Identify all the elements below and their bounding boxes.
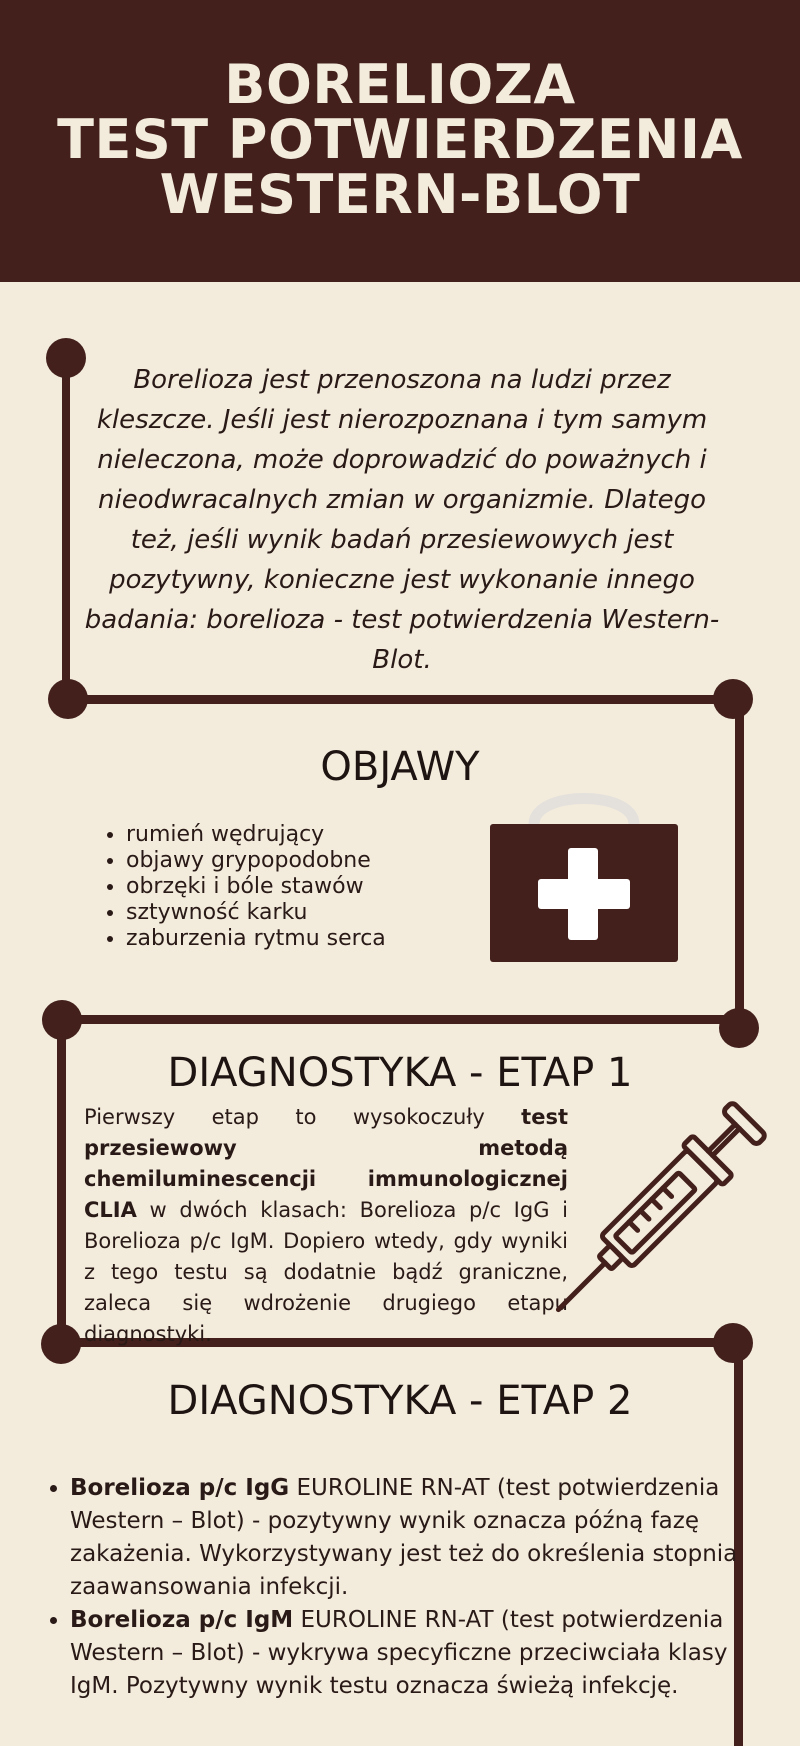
etap2-item-bold: Borelioza p/c IgM (70, 1607, 294, 1633)
list-item: • rumień wędrujący (126, 822, 386, 848)
etap2-item-text: EUROLINE RN-AT (test potwierdzenia Western – Blot) - wykrywa specyficzne przeciwciała klasy IgM. Pozytywny wynik testu oznacza świeżą infekcję. (70, 1607, 728, 1699)
syringe-icon (550, 1092, 770, 1318)
connector-dot (713, 1323, 753, 1363)
etap2-item-text: EUROLINE RN-AT (test potwierdzenia Western – Blot) - pozytywny wynik oznacza późną fazę zakażenia. Wykorzystywany jest też do określenia stopnia zaawansowania infekcji. (70, 1475, 738, 1600)
etap1-text-bold: test przesiewowy metodą chemiluminescencji immunologicznej CLIA (84, 1105, 568, 1222)
etap2-heading: DIAGNOSTYKA - ETAP 2 (167, 1378, 633, 1424)
title-line-3: WESTERN-BLOT (159, 163, 641, 226)
list-item: • sztywność karku (126, 900, 386, 926)
etap2-list (46, 1472, 750, 1703)
etap1-text (84, 1102, 568, 1350)
etap1-text-end: w dwóch klasach: Borelioza p/c IgG i Borelioza p/c IgM. Dopiero wtedy, gdy wyniki z tego testu są dodatnie bądź graniczne, zaleca się wdrożenie drugiego etapu diagnostyki. (84, 1198, 568, 1346)
connector-dot (46, 338, 86, 378)
list-item: • zaburzenia rytmu serca (126, 926, 386, 952)
list-item: • obrzęki i bóle stawów (126, 874, 386, 900)
connector-dot (48, 679, 88, 719)
intro-text: Borelioza jest przenoszona na ludzi przez kleszcze. Jeśli jest nierozpoznana i tym samym nieleczona, może doprowadzić do poważnych i nieodwracalnych zmian w organizmie. Dlatego też, jeśli wynik badań przesiewowych jest pozytywny, konieczne jest wykonanie innego badania: borelioza - test potwierdzenia Western-Blot. (84, 365, 720, 675)
connector-line (62, 1015, 740, 1024)
etap2-item-bold: Borelioza p/c IgG (70, 1475, 290, 1501)
list-item (70, 1472, 750, 1604)
connector-line (66, 695, 734, 704)
list-item (70, 1604, 750, 1703)
etap1-text-start: Pierwszy etap to wysokoczuły (84, 1105, 522, 1129)
etap1-heading: DIAGNOSTYKA - ETAP 1 (167, 1050, 633, 1096)
symptoms-list (100, 822, 386, 952)
title-line-1: BORELIOZA (224, 53, 576, 116)
title-line-2: TEST POTWIERDZENIA (57, 108, 743, 171)
header-banner (0, 0, 800, 282)
first-aid-kit-icon (488, 782, 682, 964)
connector-dot (713, 679, 753, 719)
list-item: • objawy grypopodobne (126, 848, 386, 874)
connector-dot (719, 1008, 759, 1048)
objawy-heading: OBJAWY (320, 744, 480, 790)
connector-line (62, 354, 70, 692)
